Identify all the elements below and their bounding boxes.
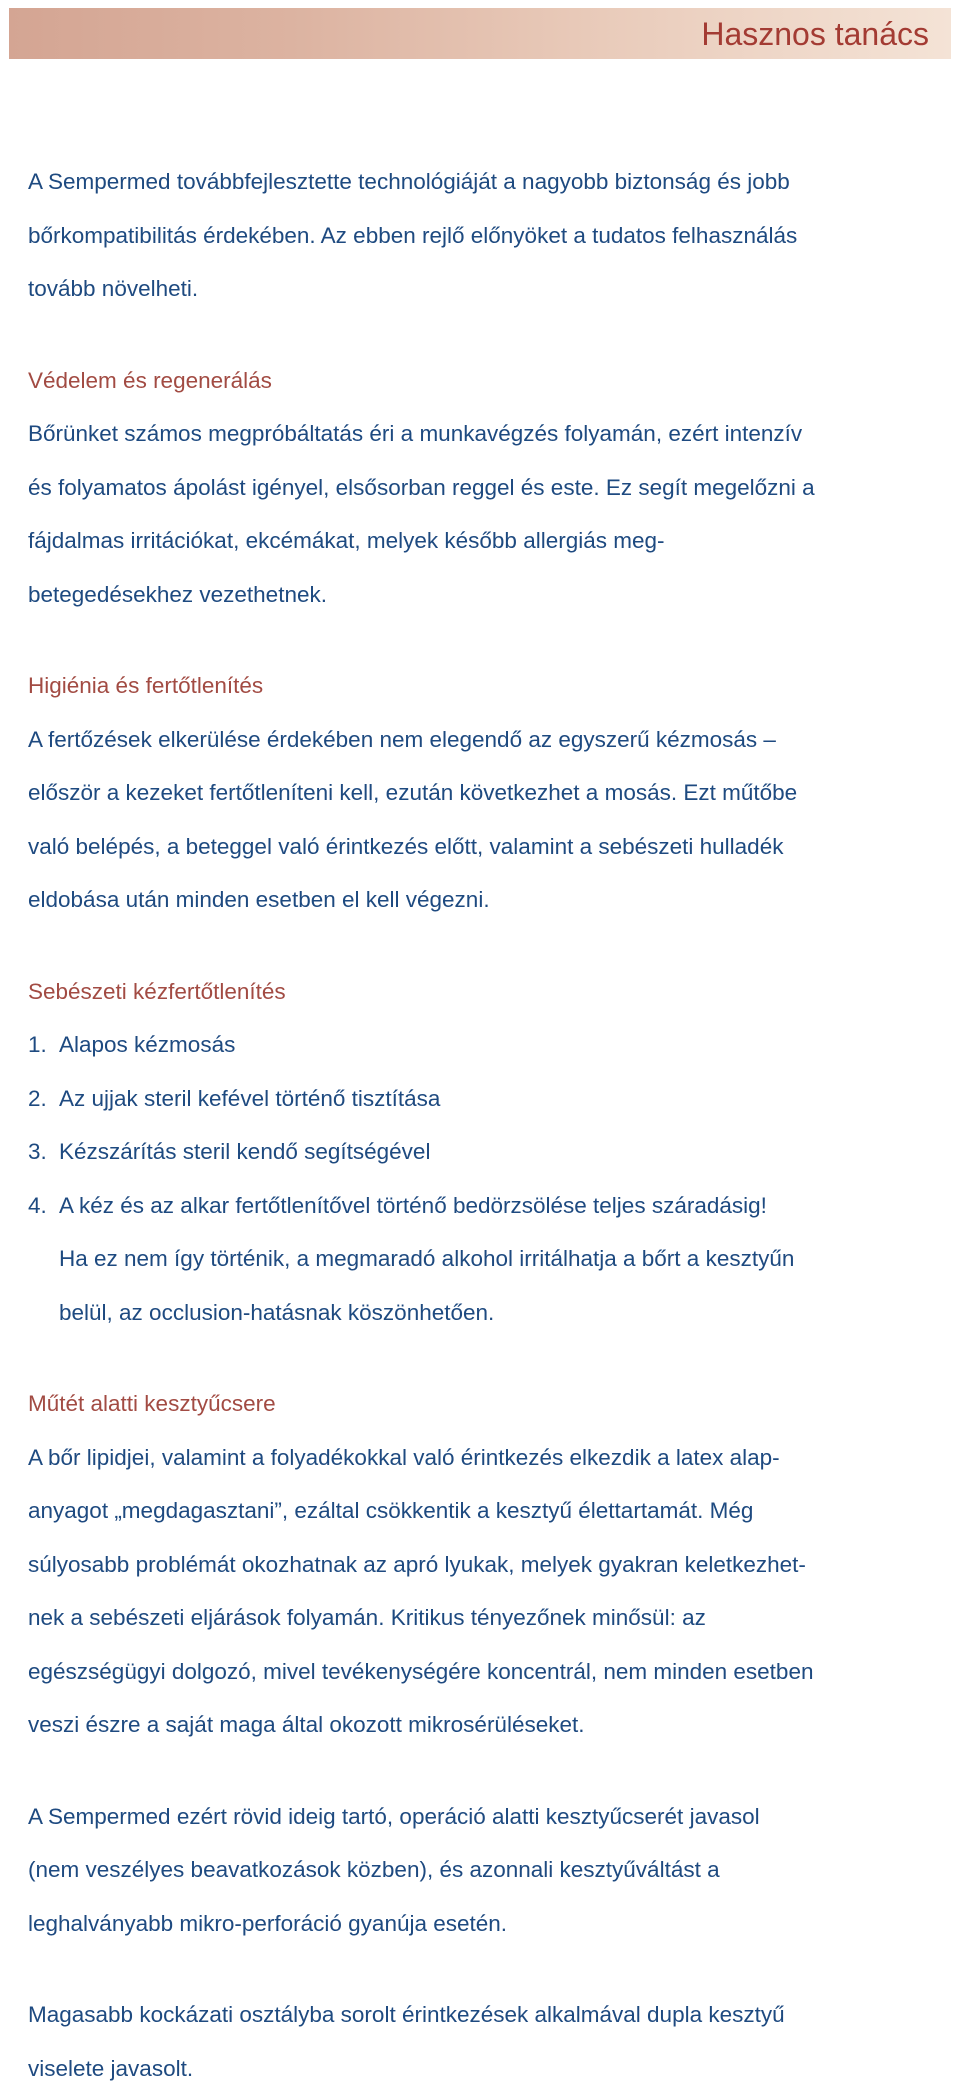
section-line: betegedésekhez vezethetnek.	[28, 568, 948, 622]
paragraph-line: viselete javasolt.	[28, 2042, 948, 2095]
list-item	[28, 1179, 948, 1340]
header-bar	[9, 8, 951, 59]
section-heading: Sebészeti kézfertőtlenítés	[28, 965, 948, 1019]
section-line: fájdalmas irritációkat, ekcémákat, melyek később allergiás meg-	[28, 514, 948, 568]
section-line: való belépés, a beteggel való érintkezés előtt, valamint a sebészeti hulladék	[28, 820, 948, 874]
intro-paragraph	[28, 155, 948, 316]
list-item-text: Ha ez nem így történik, a megmaradó alkohol irritálhatja a bőrt a kesztyűn	[59, 1232, 948, 1286]
section-line: veszi észre a saját maga által okozott mikrosérüléseket.	[28, 1698, 948, 1752]
intro-line: A Sempermed továbbfejlesztette technológiáját a nagyobb biztonság és jobb	[28, 155, 948, 209]
intro-line: tovább növelheti.	[28, 262, 948, 316]
section-line: és folyamatos ápolást igényel, elsősorban reggel és este. Ez segít megelőzni a	[28, 461, 948, 515]
paragraph-line: leghalványabb mikro-perforáció gyanúja esetén.	[28, 1897, 948, 1951]
list-item-text: Kézszárítás steril kendő segítségével	[59, 1125, 948, 1179]
section-surgical-disinfection	[28, 965, 948, 1340]
list-item-text: Alapos kézmosás	[59, 1018, 948, 1072]
section-line: A bőr lipidjei, valamint a folyadékokkal való érintkezés elkezdik a latex alap-	[28, 1431, 948, 1485]
list-item	[28, 1072, 948, 1126]
section-heading: Higiénia és fertőtlenítés	[28, 659, 948, 713]
list-item	[28, 1125, 948, 1179]
list-item-text: A kéz és az alkar fertőtlenítővel történő bedörzsölése teljes száradásig!	[59, 1179, 948, 1233]
section-line: nek a sebészeti eljárások folyamán. Kritikus tényezőnek minősül: az	[28, 1591, 948, 1645]
list-number: 3.	[28, 1125, 47, 1179]
page-title: Hasznos tanács	[701, 14, 929, 54]
section-hygiene	[28, 659, 948, 927]
section-line: először a kezeket fertőtleníteni kell, ezután következhet a mosás. Ezt műtőbe	[28, 766, 948, 820]
section-line: súlyosabb problémát okozhatnak az apró lyukak, melyek gyakran keletkezhet-	[28, 1538, 948, 1592]
section-line: Bőrünket számos megpróbáltatás éri a munkavégzés folyamán, ezért intenzív	[28, 407, 948, 461]
paragraph-line: A Sempermed ezért rövid ideig tartó, operáció alatti kesztyűcserét javasol	[28, 1790, 948, 1844]
section-line: eldobása után minden esetben el kell végezni.	[28, 873, 948, 927]
section-line: anyagot „megdagasztani”, ezáltal csökkentik a kesztyű élettartamát. Még	[28, 1484, 948, 1538]
list-number: 1.	[28, 1018, 47, 1072]
document-body	[28, 155, 948, 2095]
paragraph-line: Magasabb kockázati osztályba sorolt érintkezések alkalmával dupla kesztyű	[28, 1988, 948, 2042]
list-item-text: belül, az occlusion-hatásnak köszönhetően.	[59, 1286, 948, 1340]
steps-list	[28, 1018, 948, 1339]
section-protection	[28, 354, 948, 622]
list-number: 4.	[28, 1179, 47, 1233]
list-number: 2.	[28, 1072, 47, 1126]
list-item	[28, 1018, 948, 1072]
list-item-text: Az ujjak steril kefével történő tisztítása	[59, 1072, 948, 1126]
intro-line: bőrkompatibilitás érdekében. Az ebben rejlő előnyöket a tudatos felhasználás	[28, 209, 948, 263]
section-line: A fertőzések elkerülése érdekében nem elegendő az egyszerű kézmosás –	[28, 713, 948, 767]
paragraph-line: (nem veszélyes beavatkozások közben), és azonnali kesztyűváltást a	[28, 1843, 948, 1897]
recommendation-paragraph	[28, 1790, 948, 1951]
section-heading: Védelem és regenerálás	[28, 354, 948, 408]
section-glove-change	[28, 1377, 948, 1752]
closing-paragraph	[28, 1988, 948, 2095]
section-line: egészségügyi dolgozó, mivel tevékenységére koncentrál, nem minden esetben	[28, 1645, 948, 1699]
section-heading: Műtét alatti kesztyűcsere	[28, 1377, 948, 1431]
